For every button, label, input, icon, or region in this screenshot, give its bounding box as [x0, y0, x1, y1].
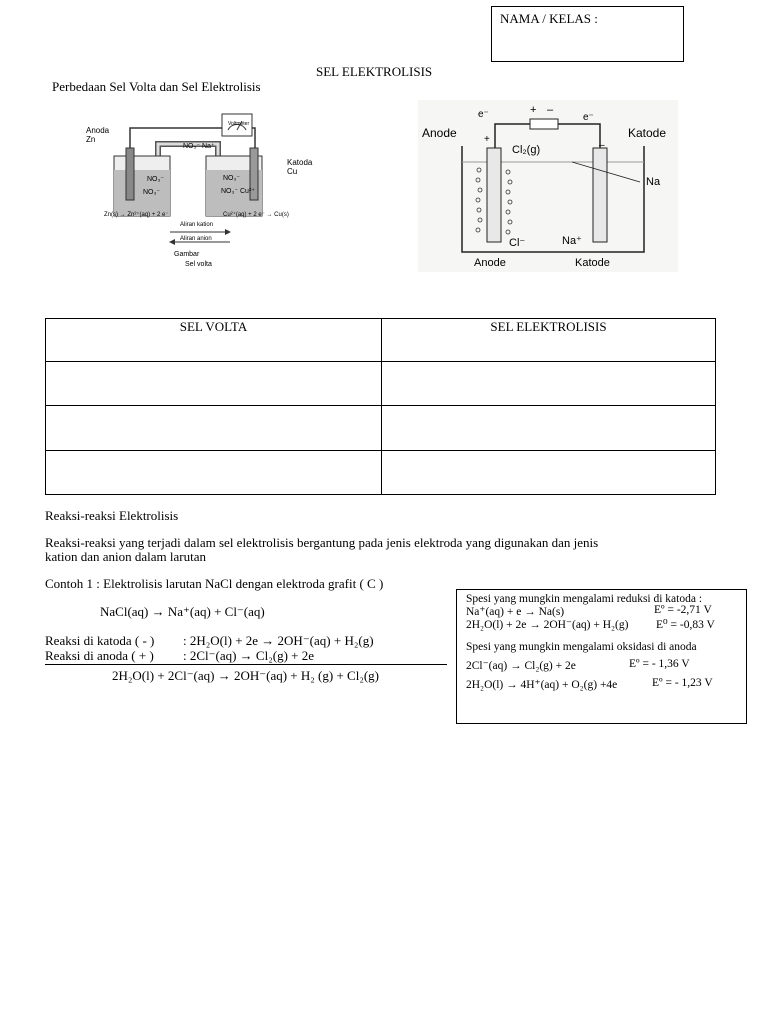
volta-cell-figure: [80, 112, 313, 272]
electron-right: e⁻: [583, 112, 594, 123]
example-heading: Contoh 1 : Elektrolisis larutan NaCl dengan elektroda grafit ( C ): [45, 576, 384, 591]
sum-line: [45, 664, 447, 665]
header-sel-volta: SEL VOLTA: [46, 319, 382, 362]
flow-kation-label: Aliran kation: [180, 222, 214, 228]
oxidation-eq-1: 2Cl⁻(aq) → Cl₂(g) + 2e: [466, 660, 576, 672]
table-cell[interactable]: [382, 362, 716, 406]
reduction-title: Spesi yang mungkin mengalami reduksi di katoda :: [466, 593, 703, 605]
volta-reaction-right: Cu²⁺(aq) + 2 e⁻ → Cu(s): [223, 212, 289, 218]
paragraph-line-1: Reaksi-reaksi yang terjadi dalam sel elektrolisis bergantung pada jenis elektroda yang digunakan dan jenis: [45, 535, 599, 550]
volta-ion-left2: NO₃⁻: [143, 189, 161, 196]
battery-plus: +: [530, 104, 537, 116]
reduction-potential-2: E⁰ = -0,83 V: [656, 619, 715, 631]
oxidation-potential-2: Eº = - 1,23 V: [652, 677, 713, 689]
table-header-row: [46, 319, 716, 362]
table-cell[interactable]: [46, 362, 382, 406]
volta-anoda-label: Anoda Zn: [86, 126, 110, 144]
electron-left: e⁻: [478, 109, 489, 120]
oxidation-title: Spesi yang mungkin mengalami oksidasi di anoda: [466, 641, 697, 653]
volta-ion-left1: NO₃⁻: [147, 176, 165, 183]
anode-label: Anode: [422, 126, 457, 140]
anode-bottom-label: Anode: [474, 257, 506, 269]
reduction-eq-1: Na⁺(aq) + e → Na(s): [466, 606, 565, 618]
katode-bottom-label: Katode: [575, 257, 610, 269]
battery-icon: [530, 119, 558, 129]
cathode-electrode: [593, 148, 607, 242]
katoda-reaction-equation: : 2H₂O(l) + 2e → 2OH⁻(aq) + H₂(g): [183, 633, 374, 648]
table-cell[interactable]: [382, 406, 716, 451]
volta-caption-1: Gambar: [174, 251, 200, 258]
na-ion-label: Na⁺: [562, 235, 582, 247]
oxidation-potential-1: Eº = - 1,36 V: [629, 658, 690, 670]
volta-reaction-left: Zn(s) → Zn²⁺(aq) + 2 e⁻: [104, 212, 169, 218]
volta-bridge-ions: NO₃⁻ Na⁺: [183, 143, 215, 150]
katoda-reaction-label: Reaksi di katoda ( - ): [45, 633, 155, 648]
voltmeter-label: Voltmeter: [228, 121, 250, 127]
battery-minus: –: [547, 104, 554, 116]
reduction-eq-2: 2H₂O(l) + 2e → 2OH⁻(aq) + H₂(g): [466, 619, 629, 631]
name-class-box: [491, 6, 684, 62]
reduction-potential-1: Eº = -2,71 V: [654, 604, 712, 616]
table-row: [46, 451, 716, 495]
cl-ion-label: Cl⁻: [509, 237, 526, 249]
volta-caption-2: Sel volta: [185, 261, 212, 268]
zn-electrode: [126, 148, 134, 200]
cl2-gas-label: Cl₂(g): [512, 144, 541, 156]
table-cell[interactable]: [46, 406, 382, 451]
flow-anion-label: Aliran anion: [180, 236, 212, 242]
table-cell[interactable]: [46, 451, 382, 495]
volta-ion-right1: NO₃⁻: [223, 175, 241, 182]
volta-ion-right2: NO₃⁻ Cu²⁺: [221, 188, 255, 195]
table-row: [46, 362, 716, 406]
minus-small: –: [599, 140, 605, 151]
paragraph-line-2: kation dan anion dalam larutan: [45, 549, 207, 564]
overall-reaction: 2H₂O(l) + 2Cl⁻(aq) → 2OH⁻(aq) + H₂ (g) + Cl₂(g): [112, 668, 380, 683]
dissociation-reaction: NaCl(aq) → Na⁺(aq) + Cl⁻(aq): [100, 604, 265, 619]
anoda-reaction-equation: : 2Cl⁻(aq) → Cl₂(g) + 2e: [183, 648, 315, 663]
oxidation-eq-2: 2H₂O(l) → 4H⁺(aq) + O₂(g) +4e: [466, 679, 618, 691]
na-label: Na: [646, 176, 661, 188]
plus-small: +: [484, 134, 490, 145]
comparison-table: [45, 318, 716, 495]
standard-potential-box: [456, 589, 747, 724]
table-cell[interactable]: [382, 451, 716, 495]
name-class-label: NAMA / KELAS :: [500, 11, 598, 26]
volta-katoda-label: Katoda Cu: [287, 158, 313, 176]
page-title: SEL ELEKTROLISIS: [316, 64, 433, 79]
table-row: [46, 406, 716, 451]
anoda-reaction-label: Reaksi di anoda ( + ): [45, 648, 154, 663]
anode-electrode: [487, 148, 501, 242]
subtitle: Perbedaan Sel Volta dan Sel Elektrolisis: [52, 79, 261, 94]
section-heading: Reaksi-reaksi Elektrolisis: [45, 508, 179, 523]
katode-label: Katode: [628, 126, 667, 140]
header-sel-elektrolisis: SEL ELEKTROLISIS: [382, 319, 716, 362]
